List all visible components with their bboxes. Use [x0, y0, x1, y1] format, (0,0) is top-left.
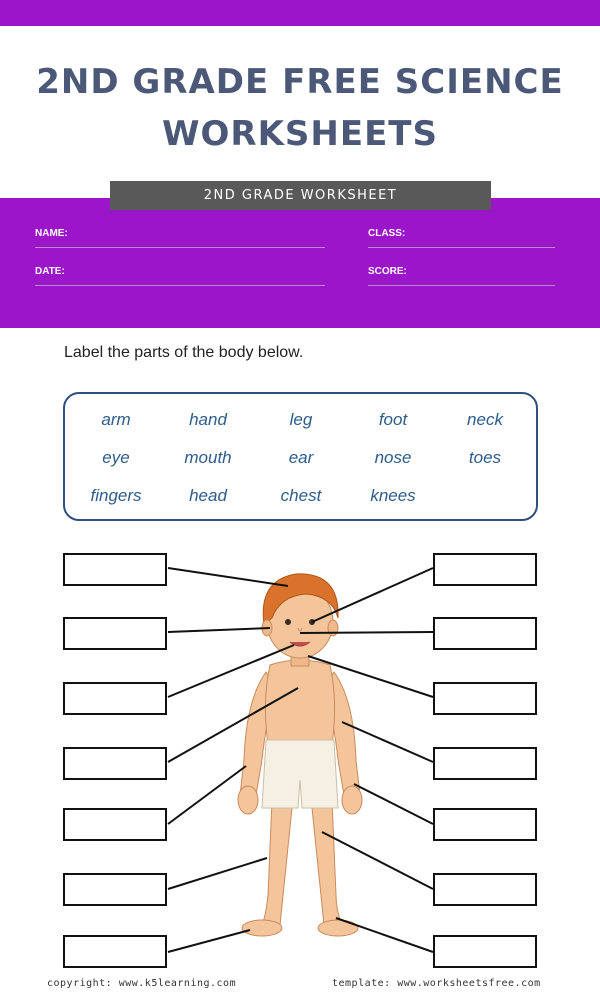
name-label: NAME:: [35, 228, 68, 239]
line-right-2: [300, 632, 433, 633]
instructions: Label the parts of the body below.: [64, 344, 304, 361]
footer-template: template: www.worksheetsfree.com: [332, 978, 541, 989]
word-chest: chest: [280, 486, 322, 505]
answer-box-left-7[interactable]: [63, 935, 167, 968]
line-right-7: [336, 918, 433, 952]
line-left-6: [168, 858, 267, 889]
answer-box-right-7[interactable]: [433, 935, 537, 968]
footer-copyright: copyright: www.k5learning.com: [47, 978, 237, 989]
answer-box-left-6[interactable]: [63, 873, 167, 906]
answer-box-right-4[interactable]: [433, 747, 537, 780]
score-label: SCORE:: [368, 266, 407, 277]
word-head: head: [189, 486, 227, 505]
answer-box-left-4[interactable]: [63, 747, 167, 780]
answer-box-left-5[interactable]: [63, 808, 167, 841]
word-arm: arm: [101, 410, 131, 429]
answer-box-right-1[interactable]: [433, 553, 537, 586]
date-label: DATE:: [35, 266, 65, 277]
line-left-1: [168, 568, 288, 586]
word-hand: hand: [189, 410, 227, 429]
word-neck: neck: [467, 410, 503, 429]
answer-box-left-1[interactable]: [63, 553, 167, 586]
answer-box-left-3[interactable]: [63, 682, 167, 715]
word-toes: toes: [468, 448, 502, 467]
word-knees: knees: [370, 486, 416, 505]
class-label: CLASS:: [368, 228, 406, 239]
answer-box-right-3[interactable]: [433, 682, 537, 715]
answer-box-left-2[interactable]: [63, 617, 167, 650]
word-ear: ear: [288, 448, 314, 467]
word-leg: leg: [289, 410, 313, 429]
line-left-2: [168, 628, 270, 632]
word-foot: foot: [378, 410, 408, 429]
subtitle-bar: 2ND GRADE WORKSHEET: [110, 181, 491, 210]
answer-box-right-6[interactable]: [433, 873, 537, 906]
word-nose: nose: [374, 448, 412, 467]
answer-box-right-5[interactable]: [433, 808, 537, 841]
line-left-7: [168, 930, 250, 952]
page-title: 2ND GRADE FREE SCIENCE WORKSHEETS: [36, 62, 564, 154]
word-eye: eye: [102, 448, 130, 467]
word-mouth: mouth: [184, 448, 232, 467]
word-fingers: fingers: [90, 486, 142, 505]
answer-box-right-2[interactable]: [433, 617, 537, 650]
line-left-5: [168, 766, 246, 824]
line-right-6: [322, 832, 433, 889]
line-right-5: [354, 784, 433, 824]
